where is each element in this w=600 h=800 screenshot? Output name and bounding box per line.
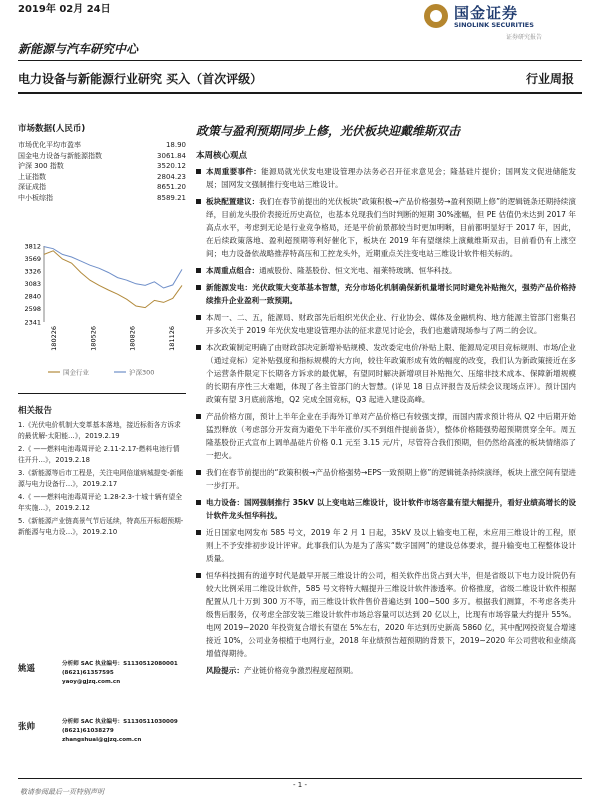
analyst-info-line: 分析师 SAC 执业编号：S1130512080001 xyxy=(62,661,178,667)
risk-lead: 风险提示： xyxy=(206,666,244,675)
y-tick-label: 2840 xyxy=(24,292,41,301)
square-bullet-icon xyxy=(196,345,201,350)
body-paragraph xyxy=(196,264,576,277)
market-value: 3061.84 xyxy=(157,151,186,160)
paragraph-text: 国网强制推行 35kV 以上变电站三维设计，设计软件市场容量有望大幅提升，看好业绩高增长的设计软件龙头恒华科技。 xyxy=(206,498,577,520)
body-paragraph xyxy=(196,311,576,337)
y-tick-label: 2598 xyxy=(24,305,41,314)
analyst-label: 张帅 xyxy=(18,722,36,732)
market-data-title: 市场数据(人民币) xyxy=(18,124,86,134)
market-row xyxy=(18,172,186,183)
analyst-info-line[interactable]: zhangshuai@gjzq.com.cn xyxy=(62,737,142,743)
related-report-item[interactable]: 5.《新能源产业链高景气节后延续，特高压开标超预期-新能源与电力设…》，2019.2.10 xyxy=(18,517,184,536)
y-tick-label: 3812 xyxy=(24,242,41,251)
body-paragraph xyxy=(196,496,576,522)
market-label: 沪深 300 指数 xyxy=(18,162,64,170)
analyst-info-line: (8621)61357595 xyxy=(62,670,114,676)
header-divider-thick xyxy=(18,92,582,94)
main-subtitle: 本周核心观点 xyxy=(196,151,248,161)
market-label: 上证指数 xyxy=(18,172,46,181)
series-line xyxy=(44,247,182,288)
analyst-info xyxy=(62,660,178,687)
related-reports xyxy=(18,404,186,540)
market-label: 市场优化平均市盈率 xyxy=(18,141,81,149)
paragraph-text: 产品价格方面，预计上半年企业在手海外订单对产品价格已有较强支撑，而国内需求预计将从 Q2 中后期开始猛烈释放（考虑部分开发商为避免下半年涨价/买不到组件提前备货），整体价格随强势超预期贯穿全年。周五隆基股份正式宣布上调单晶硅片价格 0.1 元至 3.15 元/片，尽管符合我们预期，但仍然给高涨的板块情绪添了一把火。 xyxy=(206,412,576,460)
paragraph-lead: 电力设备： xyxy=(206,498,245,507)
report-date: 2019年 02月 24日 xyxy=(18,4,111,15)
market-value: 8651.20 xyxy=(157,183,186,191)
body-paragraph xyxy=(196,281,576,307)
analyst-info-line: (8621)61038279 xyxy=(62,728,114,734)
y-tick-label: 3569 xyxy=(24,255,41,264)
market-label: 国金电力设备与新能源指数 xyxy=(18,151,102,160)
logo-chinese-name: 国金证券 xyxy=(454,4,519,22)
paragraph-text: 通威股份、隆基股份、恒文光电、福莱特玻璃、恒华科技。 xyxy=(259,266,457,275)
paragraph-text: 能源局就光伏发电建设管理办法务必召开征求意见会；隆基硅片提价；国网发文促进储能发展；国网发文强制推行变电站三维设计。 xyxy=(206,167,577,189)
y-tick-label: 3326 xyxy=(24,267,41,276)
paragraph-lead: 新能源发电： xyxy=(206,283,253,292)
header-divider xyxy=(18,60,582,61)
market-row xyxy=(18,140,186,151)
logo-mark-icon xyxy=(424,4,448,28)
sinolink-logo xyxy=(424,2,574,42)
main-content xyxy=(196,122,576,681)
index-chart xyxy=(18,238,186,388)
body-paragraph xyxy=(196,195,576,260)
paragraph-lead: 本周重要事件： xyxy=(206,167,262,176)
square-bullet-icon xyxy=(196,285,201,290)
related-report-item[interactable]: 1.《光伏电价机制大变革基本落地，接近标衔各方诉求的最优解-太阳能…》，2019.2.19 xyxy=(18,421,181,440)
chart-divider xyxy=(18,393,186,394)
main-title: 政策与盈利预期同步上修，光伏板块迎戴维斯双击 xyxy=(196,124,461,138)
square-bullet-icon xyxy=(196,199,201,204)
market-data-table xyxy=(18,140,186,203)
x-tick-label: 180226 xyxy=(50,326,58,351)
paragraph-text: 光伏政策大变革基本智慧，充分市场化机制确保新机量增长同时避免补贴拖欠，强势产品价格持续推升企业盈利一致预期。 xyxy=(206,283,576,305)
report-title: 电力设备与新能源行业研究 买入（首次评级） xyxy=(18,72,263,86)
paragraph-lead: 本周重点组合： xyxy=(206,266,260,275)
square-bullet-icon xyxy=(196,414,201,419)
body-paragraph xyxy=(196,526,576,565)
square-bullet-icon xyxy=(196,315,201,320)
x-tick-label: 180526 xyxy=(89,326,98,351)
square-bullet-icon xyxy=(196,169,201,174)
related-report-item[interactable]: 3.《新能源等后市工程是，关注电网倍道病城提变-新能源与电力设备行…》，2019.2.17 xyxy=(18,469,184,488)
logo-tagline: 证券研究报告 xyxy=(506,34,543,41)
series-line xyxy=(44,251,182,308)
paragraph-text: 本周一、二、五，能源局、财政部先后组织光伏企业、行业协会、媒体及金融机构、地方能源主管部门密集召开多次关于 2019 年光伏发电建设管理办法的征求意见讨论会，我们也邀请现场参与了两二的会议。 xyxy=(206,313,576,335)
x-tick-label: 180826 xyxy=(128,326,137,351)
body-paragraph xyxy=(196,569,576,660)
risk-warning xyxy=(196,664,576,677)
paragraph-text: 近日国家电网发布 585 号文，2019 年 2 月 1 日起，35kV 及以上输变电工程，未应用三维设计的工程，原则上不予安排初步设计评审。此事我们认为是为了落实“数字国网”的建设总体要求，提升输变电工程整体设计质量。 xyxy=(206,528,576,563)
risk-text: 产业链价格竞争激烈程度超预期。 xyxy=(243,666,358,675)
legend-label: 国金行业 xyxy=(63,368,89,377)
related-report-item[interactable]: 4.《 ——燃料电池毒周评论 1.28-2.3-十城十辆有望全年实施…》，2019.2.12 xyxy=(18,493,182,512)
square-bullet-icon xyxy=(196,470,201,475)
analyst-info-line[interactable]: yaoy@gjzq.com.cn xyxy=(62,679,121,685)
page-number: - 1 - xyxy=(293,781,307,789)
body-paragraph xyxy=(196,165,576,191)
analyst-info-line: 分析师 SAC 执业编号：S1130511030009 xyxy=(62,719,178,725)
body-paragraph xyxy=(196,466,576,492)
legend-label: 沪深300 xyxy=(129,368,155,377)
x-tick-label: 181126 xyxy=(168,326,176,351)
y-tick-label: 3083 xyxy=(24,280,41,289)
square-bullet-icon xyxy=(196,500,201,505)
market-value: 18.90 xyxy=(165,141,186,149)
paragraph-text: 恒华科技拥有的道亨时代是最早开展三维设计的公司，相关软件出货占到大半，但是省级以下电力设计院仍有较大比例采用二维设计软件，585 号文将特大幅提升三维设计软件渗透率。价格推度，省级二维设计软件根据配置从几十万到 300 万不等，而三维设计软件售价普遍达到 100~500 多万。根据我们测算，不考虑各类升级售后服务，仅考虑全部安装三维设计软件市场总容量可以达到 20 亿以上，比现有市场容量大约提升 55%。电网 2019~2020 年投资复合增长有望在 5%左右，2020 年达到历史新高 5860 亿，其中配网投资复合增速接近 10%，公司业务根植于电网行业，2018 年业绩预告超预期的背景下，2019~2020 年公司营收和业绩高增值得期待。 xyxy=(206,571,576,658)
y-tick-label: 2341 xyxy=(24,318,41,327)
paragraph-text: 我们在春节前提出的“政策积极→产品价格强势→EPS一致预期上修”的逻辑链条持续演绎，板块上涨空间有望进一步打开。 xyxy=(206,468,576,490)
square-bullet-icon xyxy=(196,530,201,535)
market-data xyxy=(18,122,186,203)
square-bullet-icon xyxy=(196,573,201,578)
market-row xyxy=(18,161,186,172)
market-value: 2804.23 xyxy=(157,172,186,181)
market-label: 深证成指 xyxy=(18,183,46,191)
market-label: 中小板综指 xyxy=(18,193,53,202)
market-row xyxy=(18,182,186,193)
related-reports-title: 相关报告 xyxy=(18,406,53,416)
analyst xyxy=(18,660,186,718)
paragraph-text: 我们在春节前提出的光伏板块“政策积极→产品价格强势→盈利预期上修”的逻辑链条还期持续演绎，目前龙头股价表接近历史高位，也基本兑现我们当时判断的短期 30%涨幅，但 PE 估值仍未达到 2017 年高点水平，考虑到无论是行业竞争格局，还是平价前景都较当时更加明晰，目前都明显好于 2017 年，因此，在后续政策落地、盈利超预期等利好催化下，板块在 2019 年有望继续上演戴维斯双击，目前看仍有上涨空间；电力设备依战略推荐特高压和工控龙头外，近期重点关注变电站三维设计软件相关标的。 xyxy=(206,197,576,258)
body-paragraph xyxy=(196,410,576,462)
paragraph-text: 本次政策制定明确了由财政部决定新增补贴规模、发改委定电价/补贴上限、能源局定项目竞标规则、市场/企业（通过竞标）定补贴强度和指标规模的大方向，较往年政策形成有效的幅度的改变，我们认为新政策接近在多个运营条件限定下长期各方诉求的最优解，有望同时解决新增项目补贴拖欠、压缩非技术成本、保障新增规模的长期有序性三大难题，体现了各主管部门的大智慧。(详见 18 日点评报告及后续会议现场点评）。预计国内政策有望 3月底前落地，Q2 完成全国竞标，Q3 起进入建设高峰。 xyxy=(206,343,576,404)
analyst-info xyxy=(62,718,178,745)
market-value: 8589.21 xyxy=(157,193,186,202)
analysts xyxy=(18,660,186,776)
related-report-item[interactable]: 2.《 ——燃料电池毒周评论 2.11-2.17-燃料电池行情往开升…》，2019.2.18 xyxy=(18,445,180,464)
paragraph-lead: 板块配置建议： xyxy=(206,197,260,206)
report-type: 行业周报 xyxy=(525,72,574,86)
research-center: 新能源与汽车研究中心 xyxy=(18,42,139,56)
square-bullet-icon xyxy=(196,268,201,273)
footer-disclaimer: 敬请参阅最后一页特别声明 xyxy=(20,788,104,796)
body-paragraph xyxy=(196,341,576,406)
market-row xyxy=(18,151,186,162)
logo-english-name: SINOLINK SECURITIES xyxy=(454,21,534,29)
analyst xyxy=(18,718,186,776)
footer-divider xyxy=(18,778,582,779)
market-value: 3520.12 xyxy=(157,162,186,170)
market-row xyxy=(18,193,186,204)
analyst-label: 姚遥 xyxy=(18,664,36,674)
